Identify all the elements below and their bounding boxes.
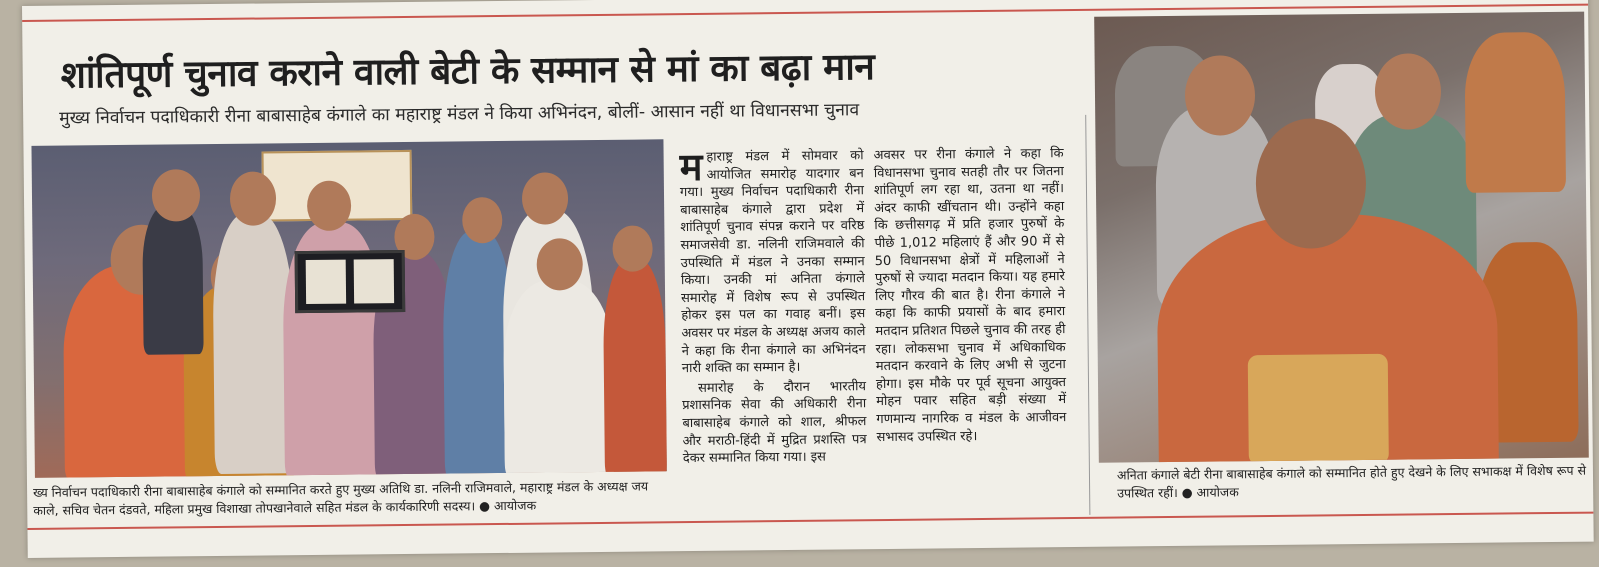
figure-head [462, 197, 502, 243]
column-divider [1085, 115, 1090, 515]
article-paragraph: अवसर पर रीना कंगाले ने कहा कि विधानसभा चुनाव सतही तौर पर जितना शांतिपूर्ण लग रहा था, उतना था नहीं। अंदर काफी खींचतान थी। उन्होंने कहा कि छत्तीसगढ़ में प्रति हजार पुरुषों के पीछे 1,012 महिलाएं हैं और 90 में से 50 विधानसभा क्षेत्रों में महिलाओं ने पुरुषों से ज्यादा मतदान किया। यह हमारे लिए गौरव की बात है। रीना कंगाले ने कहा कि काफी प्रयासों के बाद हमारा मतदान प्रतिशत पिछले चुनाव की तरह ही रहा। लोकसभा चुनाव में अधिकाधिक मतदान करवाने के लिए अभी से जुटना होगा। इस मौके पर पूर्व सूचना आयुक्त मोहन पवार सहित बड़ी संख्या में गणमान्य नागरिक व मंडल के आजीवन सभासद उपस्थित रहे। [873, 146, 1067, 445]
figure-head [1185, 55, 1256, 136]
photo-caption-right: अनिता कंगाले बेटी रीना बाबासाहेब कंगाले को सम्मानित होते हुए देखने के लिए सभाकक्ष में विशेष रूप से उपस्थित रहीं। ● आयोजक [1116, 462, 1587, 501]
article-paragraph: समारोह के दौरान भारतीय प्रशासनिक सेवा की अधिकारी रीना बाबासाहेब कंगाले को शाल, श्रीफल और मराठी-हिंदी में मुद्रित प्रशस्ति पत्र देकर सम्मानित किया गया। इस [682, 378, 867, 467]
framed-certificate [295, 250, 406, 313]
mother-photo [1094, 12, 1589, 463]
photo-caption-left: ख्य निर्वाचन पदाधिकारी रीना बाबासाहेब कंगाले को सम्मानित करते हुए मुख्य अतिथि डा. नलिनी राजिमवाले, महाराष्ट्र मंडल के अध्यक्ष जय काले, सचिव चेतन दंडवते, महिला प्रमुख विशाखा तोपखानेवाले सहित मंडल के कार्यकारिणी सदस्य। ● आयोजक [33, 478, 649, 518]
figure-head [612, 225, 652, 271]
headline: शांतिपूर्ण चुनाव कराने वाली बेटी के सम्मान से मां का बढ़ा मान [60, 45, 875, 97]
ceremony-photo [31, 139, 666, 478]
figure-head [522, 172, 569, 224]
figure-head [536, 238, 583, 290]
figure-head [230, 171, 277, 225]
figure-man-white [212, 213, 295, 474]
figure-head [307, 181, 352, 231]
article-paragraph: महाराष्ट्र मंडल में सोमवार को आयोजित समारोह यादगार बन गया। मुख्य निर्वाचन पदाधिकारी रीना बाबासाहेब कंगाले द्वारा प्रदेश में शांतिपूर्ण चुनाव संपन्न कराने पर वरिष्ठ समाजसेवी डा. नलिनी राजिमवाले की उपस्थिति में मंडल ने उनका सम्मान किया। उनकी मां अनिता कंगाले समारोह में विशेष रूप से उपस्थित होकर इस पल का गवाह बनीं। इस अवसर पर मंडल के अध्यक्ष अजय काले ने कहा कि रीना कंगाले का अभिनंदन नारी शक्ति का सम्मान है। [679, 144, 866, 377]
elderly-woman-face [1255, 118, 1366, 249]
figure-head [1375, 53, 1442, 130]
figure-man-left [142, 204, 204, 355]
subheadline: मुख्य निर्वाचन पदाधिकारी रीना बाबासाहेब कंगाले का महाराष्ट्र मंडल ने किया अभिनंदन, बोलीं- आसान नहीं था विधानसभा चुनाव [59, 100, 860, 129]
figure-woman-right [603, 259, 667, 478]
article-column-1 [679, 144, 867, 470]
elderly-woman-saree [1248, 354, 1389, 463]
figure-head [152, 169, 201, 221]
article-column-2 [874, 145, 1067, 448]
figure-officer-white [503, 280, 615, 478]
drop-cap: म [679, 144, 703, 190]
audience-member [1464, 32, 1566, 193]
newspaper-clipping [22, 0, 1594, 558]
